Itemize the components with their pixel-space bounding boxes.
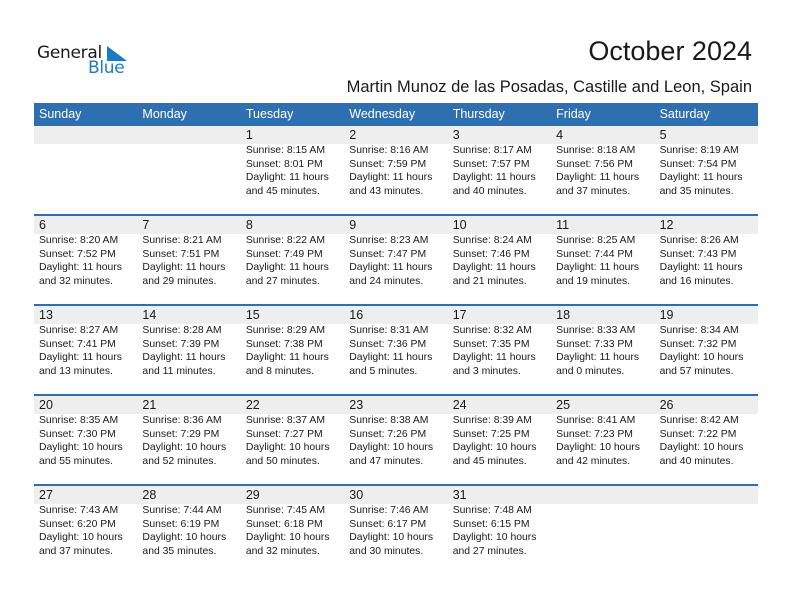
- daylight-text: and 40 minutes.: [659, 455, 734, 467]
- day-number-row: [34, 396, 758, 414]
- day-cell: [34, 234, 137, 288]
- sunset-text: Sunset: 7:51 PM: [142, 248, 220, 260]
- sunset-text: Sunset: 7:59 PM: [349, 158, 427, 170]
- logo-text-blue: Blue: [88, 58, 125, 78]
- sunset-text: Sunset: 7:25 PM: [452, 428, 530, 440]
- daylight-text: and 0 minutes.: [556, 365, 625, 377]
- day-number: 8: [245, 218, 253, 232]
- sunset-text: Sunset: 7:27 PM: [245, 428, 323, 440]
- sunrise-text: Sunrise: 8:23 AM: [349, 235, 429, 246]
- sunset-text: Sunset: 7:38 PM: [245, 338, 323, 350]
- day-cell: [241, 504, 344, 558]
- day-number: 24: [452, 398, 467, 412]
- sunrise-text: Sunrise: 7:43 AM: [39, 505, 119, 516]
- week-row: [34, 214, 758, 304]
- day-number: 27: [39, 488, 53, 502]
- day-number: 31: [452, 488, 467, 502]
- daylight-text: and 35 minutes.: [142, 545, 217, 557]
- day-cell: [655, 414, 758, 468]
- sunset-text: Sunset: 7:36 PM: [349, 338, 427, 350]
- sunset-text: Sunset: 7:33 PM: [556, 338, 633, 350]
- day-details-row: [34, 504, 758, 558]
- day-cell: [137, 234, 240, 288]
- sunrise-text: Sunrise: 8:19 AM: [659, 145, 739, 156]
- day-number: 25: [556, 398, 571, 412]
- sunset-text: Sunset: 7:52 PM: [39, 248, 116, 260]
- sunset-text: Sunset: 6:20 PM: [39, 518, 116, 530]
- day-number: [655, 486, 758, 504]
- daylight-text: Daylight: 11 hours: [659, 262, 743, 274]
- day-cell: [34, 144, 137, 198]
- day-number: 6: [39, 218, 46, 232]
- day-number: 10: [452, 218, 467, 232]
- day-cell: [241, 414, 344, 468]
- daylight-text: Daylight: 11 hours: [245, 262, 329, 274]
- day-number: 29: [245, 488, 260, 502]
- week-row: [34, 484, 758, 574]
- sunset-text: Sunset: 8:01 PM: [245, 158, 323, 170]
- day-number: 23: [349, 398, 364, 412]
- day-number: 19: [659, 308, 674, 322]
- daylight-text: and 30 minutes.: [349, 545, 424, 557]
- weekday-wednesday: Wednesday: [349, 107, 416, 121]
- sunset-text: Sunset: 7:30 PM: [39, 428, 116, 440]
- sunrise-text: Sunrise: 8:26 AM: [659, 235, 739, 246]
- day-number-row: [34, 216, 758, 234]
- day-cell: [448, 234, 551, 288]
- day-number: 12: [659, 218, 674, 232]
- daylight-text: Daylight: 11 hours: [39, 352, 122, 364]
- daylight-text: and 40 minutes.: [452, 185, 527, 197]
- daylight-text: Daylight: 11 hours: [245, 172, 329, 184]
- day-cell: [241, 144, 344, 198]
- daylight-text: and 19 minutes.: [556, 275, 631, 287]
- day-cell: [137, 414, 240, 468]
- day-cell: [551, 504, 654, 558]
- daylight-text: Daylight: 11 hours: [142, 262, 226, 274]
- sunset-text: Sunset: 7:44 PM: [556, 248, 633, 260]
- sunset-text: Sunset: 6:18 PM: [245, 518, 323, 530]
- day-cell: [655, 234, 758, 288]
- daylight-text: and 35 minutes.: [659, 185, 734, 197]
- day-number: 7: [142, 218, 150, 232]
- day-cell: [137, 504, 240, 558]
- day-cell: [655, 324, 758, 378]
- day-details-row: [34, 324, 758, 378]
- day-number-row: [34, 486, 758, 504]
- daylight-text: Daylight: 11 hours: [245, 352, 329, 364]
- weekday-thursday: Thursday: [452, 107, 505, 121]
- sunset-text: Sunset: 7:29 PM: [142, 428, 220, 440]
- daylight-text: Daylight: 10 hours: [556, 442, 640, 454]
- day-number: 16: [349, 308, 364, 322]
- daylight-text: Daylight: 10 hours: [452, 532, 537, 544]
- weekday-monday: Monday: [142, 107, 187, 121]
- daylight-text: and 47 minutes.: [349, 455, 424, 467]
- sunset-text: Sunset: 6:19 PM: [142, 518, 220, 530]
- daylight-text: Daylight: 10 hours: [349, 532, 434, 544]
- sunrise-text: Sunrise: 8:22 AM: [245, 235, 325, 246]
- sunrise-text: Sunrise: 7:44 AM: [142, 505, 222, 516]
- logo: [37, 43, 137, 83]
- day-cell: [241, 234, 344, 288]
- daylight-text: Daylight: 11 hours: [349, 172, 433, 184]
- sunrise-text: Sunrise: 8:31 AM: [349, 325, 429, 336]
- day-number: 22: [245, 398, 260, 412]
- day-cell: [34, 324, 137, 378]
- sunset-text: Sunset: 7:54 PM: [659, 158, 737, 170]
- sunrise-text: Sunrise: 8:41 AM: [556, 415, 636, 426]
- sunrise-text: Sunrise: 8:25 AM: [556, 235, 636, 246]
- sunset-text: Sunset: 6:15 PM: [452, 518, 530, 530]
- calendar: [34, 103, 758, 574]
- daylight-text: and 32 minutes.: [245, 545, 320, 557]
- weeks-container: [34, 126, 758, 574]
- daylight-text: and 21 minutes.: [452, 275, 527, 287]
- sunrise-text: Sunrise: 8:36 AM: [142, 415, 222, 426]
- day-cell: [448, 144, 551, 198]
- daylight-text: and 27 minutes.: [245, 275, 320, 287]
- sunrise-text: Sunrise: 8:29 AM: [245, 325, 325, 336]
- day-number: 2: [349, 128, 357, 142]
- sunrise-text: Sunrise: 8:17 AM: [452, 145, 532, 156]
- day-number-row: [34, 126, 758, 144]
- day-cell: [551, 414, 654, 468]
- daylight-text: Daylight: 11 hours: [556, 262, 640, 274]
- day-cell: [344, 144, 447, 198]
- daylight-text: Daylight: 11 hours: [142, 352, 226, 364]
- day-cell: [344, 324, 447, 378]
- weekday-header: [34, 103, 758, 126]
- week-row: [34, 126, 758, 214]
- daylight-text: Daylight: 11 hours: [556, 172, 640, 184]
- sunset-text: Sunset: 7:49 PM: [245, 248, 323, 260]
- sunrise-text: Sunrise: 8:24 AM: [452, 235, 532, 246]
- logo-text-general: General: [37, 43, 102, 63]
- daylight-text: Daylight: 11 hours: [556, 352, 640, 364]
- sunrise-text: Sunrise: 7:45 AM: [245, 505, 325, 516]
- daylight-text: and 29 minutes.: [142, 275, 217, 287]
- day-number: 5: [659, 128, 667, 142]
- day-number: 30: [349, 488, 364, 502]
- page-title: October 2024: [588, 36, 752, 66]
- sunrise-text: Sunrise: 8:35 AM: [39, 415, 119, 426]
- daylight-text: and 43 minutes.: [349, 185, 424, 197]
- sunrise-text: Sunrise: 8:37 AM: [245, 415, 325, 426]
- sunset-text: Sunset: 7:41 PM: [39, 338, 116, 350]
- day-cell: [551, 144, 654, 198]
- sunrise-text: Sunrise: 8:39 AM: [452, 415, 532, 426]
- sunset-text: Sunset: 7:57 PM: [452, 158, 530, 170]
- daylight-text: Daylight: 11 hours: [39, 262, 122, 274]
- sunrise-text: Sunrise: 8:32 AM: [452, 325, 532, 336]
- daylight-text: and 8 minutes.: [245, 365, 315, 377]
- day-number: 26: [659, 398, 674, 412]
- weekday-friday: Friday: [556, 107, 591, 121]
- day-number: 13: [39, 308, 53, 322]
- sunrise-text: Sunrise: 8:21 AM: [142, 235, 222, 246]
- sunset-text: Sunset: 7:47 PM: [349, 248, 427, 260]
- day-number: 9: [349, 218, 357, 232]
- daylight-text: Daylight: 10 hours: [245, 532, 330, 544]
- sunset-text: Sunset: 7:32 PM: [659, 338, 737, 350]
- day-cell: [344, 504, 447, 558]
- daylight-text: and 3 minutes.: [452, 365, 521, 377]
- day-details-row: [34, 234, 758, 288]
- day-number: [551, 486, 654, 504]
- weekday-saturday: Saturday: [659, 107, 710, 121]
- sunrise-text: Sunrise: 8:16 AM: [349, 145, 429, 156]
- daylight-text: Daylight: 10 hours: [39, 532, 123, 544]
- daylight-text: Daylight: 10 hours: [245, 442, 330, 454]
- day-cell: [344, 414, 447, 468]
- day-cell: [137, 324, 240, 378]
- day-number: 21: [142, 398, 157, 412]
- sunset-text: Sunset: 7:35 PM: [452, 338, 530, 350]
- daylight-text: Daylight: 11 hours: [349, 262, 433, 274]
- daylight-text: and 24 minutes.: [349, 275, 424, 287]
- daylight-text: Daylight: 10 hours: [659, 352, 744, 364]
- sunrise-text: Sunrise: 7:48 AM: [452, 505, 532, 516]
- weekday-sunday: Sunday: [39, 107, 82, 121]
- day-number: 28: [142, 488, 157, 502]
- daylight-text: and 45 minutes.: [245, 185, 320, 197]
- day-number: 15: [245, 308, 260, 322]
- daylight-text: and 52 minutes.: [142, 455, 217, 467]
- daylight-text: and 16 minutes.: [659, 275, 734, 287]
- day-cell: [448, 504, 551, 558]
- day-cell: [448, 414, 551, 468]
- sunrise-text: Sunrise: 8:20 AM: [39, 235, 119, 246]
- day-number: 20: [39, 398, 53, 412]
- sunrise-text: Sunrise: 8:38 AM: [349, 415, 429, 426]
- sunrise-text: Sunrise: 8:34 AM: [659, 325, 739, 336]
- week-row: [34, 394, 758, 484]
- sunset-text: Sunset: 7:56 PM: [556, 158, 633, 170]
- daylight-text: Daylight: 11 hours: [452, 352, 536, 364]
- day-cell: [655, 144, 758, 198]
- daylight-text: and 57 minutes.: [659, 365, 734, 377]
- day-cell: [34, 504, 137, 558]
- sunrise-text: Sunrise: 7:46 AM: [349, 505, 429, 516]
- daylight-text: and 45 minutes.: [452, 455, 527, 467]
- day-cell: [551, 324, 654, 378]
- day-number: 14: [142, 308, 157, 322]
- day-number: 3: [452, 128, 460, 142]
- sunrise-text: Sunrise: 8:28 AM: [142, 325, 222, 336]
- daylight-text: Daylight: 11 hours: [659, 172, 743, 184]
- week-row: [34, 304, 758, 394]
- day-number-row: [34, 306, 758, 324]
- sunset-text: Sunset: 7:23 PM: [556, 428, 633, 440]
- sunrise-text: Sunrise: 8:33 AM: [556, 325, 636, 336]
- day-details-row: [34, 414, 758, 468]
- sunset-text: Sunset: 7:39 PM: [142, 338, 220, 350]
- daylight-text: and 27 minutes.: [452, 545, 527, 557]
- day-cell: [448, 324, 551, 378]
- daylight-text: Daylight: 10 hours: [142, 442, 227, 454]
- day-cell: [344, 234, 447, 288]
- daylight-text: and 13 minutes.: [39, 365, 113, 377]
- sunrise-text: Sunrise: 8:27 AM: [39, 325, 119, 336]
- day-number: 4: [556, 128, 564, 142]
- day-number: 1: [245, 128, 253, 142]
- daylight-text: and 32 minutes.: [39, 275, 113, 287]
- weekday-tuesday: Tuesday: [245, 107, 294, 121]
- day-number: 17: [452, 308, 467, 322]
- sunset-text: Sunset: 7:22 PM: [659, 428, 737, 440]
- day-cell: [137, 144, 240, 198]
- daylight-text: Daylight: 10 hours: [349, 442, 434, 454]
- daylight-text: and 50 minutes.: [245, 455, 320, 467]
- day-number: [137, 126, 240, 144]
- day-details-row: [34, 144, 758, 198]
- day-number: 11: [556, 218, 570, 232]
- day-number: 18: [556, 308, 571, 322]
- sunset-text: Sunset: 7:43 PM: [659, 248, 737, 260]
- daylight-text: Daylight: 10 hours: [39, 442, 123, 454]
- day-cell: [241, 324, 344, 378]
- daylight-text: Daylight: 11 hours: [452, 172, 536, 184]
- daylight-text: and 37 minutes.: [39, 545, 113, 557]
- daylight-text: Daylight: 10 hours: [142, 532, 227, 544]
- daylight-text: Daylight: 11 hours: [452, 262, 536, 274]
- sunrise-text: Sunrise: 8:18 AM: [556, 145, 636, 156]
- daylight-text: and 55 minutes.: [39, 455, 113, 467]
- location-subtitle: Martin Munoz de las Posadas, Castille and Leon, Spain: [346, 78, 752, 96]
- sunset-text: Sunset: 7:46 PM: [452, 248, 530, 260]
- sunset-text: Sunset: 7:26 PM: [349, 428, 427, 440]
- daylight-text: Daylight: 10 hours: [452, 442, 537, 454]
- day-number: [34, 126, 137, 144]
- sunrise-text: Sunrise: 8:42 AM: [659, 415, 739, 426]
- daylight-text: Daylight: 11 hours: [349, 352, 433, 364]
- day-cell: [34, 414, 137, 468]
- daylight-text: and 37 minutes.: [556, 185, 631, 197]
- daylight-text: and 11 minutes.: [142, 365, 216, 377]
- sunrise-text: Sunrise: 8:15 AM: [245, 145, 325, 156]
- daylight-text: and 5 minutes.: [349, 365, 418, 377]
- daylight-text: and 42 minutes.: [556, 455, 631, 467]
- day-cell: [655, 504, 758, 558]
- sunset-text: Sunset: 6:17 PM: [349, 518, 427, 530]
- daylight-text: Daylight: 10 hours: [659, 442, 744, 454]
- day-cell: [551, 234, 654, 288]
